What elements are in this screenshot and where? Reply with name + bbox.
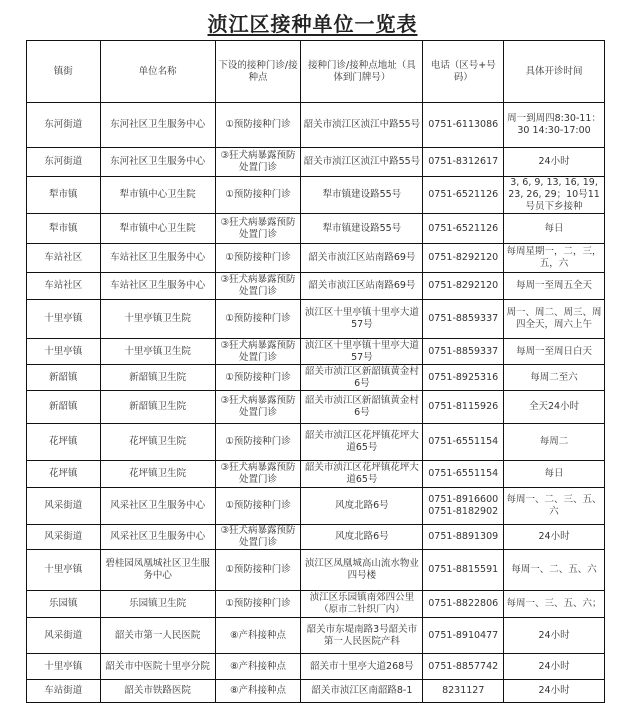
cell-phone-line: 0751-8182902 [428, 506, 499, 517]
cell-clinic: ③狂犬病暴露预防处置门诊 [215, 148, 301, 177]
cell-town: 风采街道 [27, 488, 101, 525]
vaccination-units-table [26, 40, 605, 703]
header-address: 接种门诊/接种点地址（具体到门牌号） [301, 41, 423, 103]
cell-town: 乐园镇 [27, 591, 101, 618]
cell-clinic: ①预防接种门诊 [215, 591, 301, 618]
cell-unit: 花坪镇卫生院 [100, 424, 215, 461]
cell-hours: 每日 [504, 214, 605, 244]
page-title [0, 8, 625, 37]
cell-phone: 0751-8815591 [423, 550, 504, 591]
cell-town: 东河街道 [27, 103, 101, 148]
cell-address: 韶关市浈江区南韶路8-1 [301, 680, 423, 703]
table-row [27, 244, 605, 273]
cell-phone: 0751-8925316 [423, 365, 504, 391]
cell-hours: 3, 6, 9, 13, 16, 19, 23, 26, 29；10号11号员下乡接种 [504, 177, 605, 214]
cell-phone: 0751-8292120 [423, 244, 504, 273]
cell-town: 花坪镇 [27, 461, 101, 488]
cell-clinic: ③狂犬病暴露预防处置门诊 [215, 339, 301, 365]
cell-phone: 0751-8859337 [423, 300, 504, 339]
cell-phone: 0751-6521126 [423, 177, 504, 214]
cell-address: 韶关市浈江区站南路69号 [301, 244, 423, 273]
cell-phone: 0751-6521126 [423, 214, 504, 244]
table-row [27, 148, 605, 177]
cell-address: 韶关市东堤南路3号韶关市第一人民医院产科 [301, 618, 423, 654]
cell-town: 新韶镇 [27, 365, 101, 391]
cell-phone: 0751-8857742 [423, 654, 504, 680]
table-row [27, 591, 605, 618]
cell-clinic: ③狂犬病暴露预防处置门诊 [215, 273, 301, 300]
cell-address: 韶关市浈江区新韶镇黄金村6号 [301, 391, 423, 424]
cell-hours: 24小时 [504, 680, 605, 703]
cell-town: 车站社区 [27, 273, 101, 300]
cell-town: 犁市镇 [27, 177, 101, 214]
table-header-row [27, 41, 605, 103]
cell-hours: 全天24小时 [504, 391, 605, 424]
cell-address: 犁市镇建设路55号 [301, 177, 423, 214]
table-row [27, 550, 605, 591]
cell-phone: 8231127 [423, 680, 504, 703]
cell-town: 风采街道 [27, 525, 101, 550]
page-title-text: 浈江区接种单位一览表 [207, 12, 418, 36]
cell-hours: 24小时 [504, 654, 605, 680]
cell-phone: 0751-6551154 [423, 424, 504, 461]
cell-unit: 碧桂园凤凰城社区卫生服务中心 [100, 550, 215, 591]
cell-hours: 每周一、三、五、六； [504, 591, 605, 618]
cell-clinic: ⑧产科接种点 [215, 680, 301, 703]
cell-unit: 车站社区卫生服务中心 [100, 273, 215, 300]
cell-unit: 十里亭镇卫生院 [100, 300, 215, 339]
cell-unit: 犁市镇中心卫生院 [100, 214, 215, 244]
cell-unit: 乐园镇卫生院 [100, 591, 215, 618]
cell-town: 东河街道 [27, 148, 101, 177]
cell-hours: 24小时 [504, 525, 605, 550]
cell-clinic: ①预防接种门诊 [215, 365, 301, 391]
cell-phone: 0751-6113086 [423, 103, 504, 148]
cell-address: 浈江区凤凰城高山流水物业四号楼 [301, 550, 423, 591]
cell-unit: 犁市镇中心卫生院 [100, 177, 215, 214]
cell-town: 十里亭镇 [27, 339, 101, 365]
table-row [27, 680, 605, 703]
cell-town: 花坪镇 [27, 424, 101, 461]
cell-phone: 0751-8910477 [423, 618, 504, 654]
table-row [27, 273, 605, 300]
cell-clinic: ①预防接种门诊 [215, 550, 301, 591]
cell-unit: 韶关市第一人民医院 [100, 618, 215, 654]
cell-hours: 周一到周四8:30-11：30 14:30-17:00 [504, 103, 605, 148]
cell-address: 韶关市浈江区花坪镇花坪大道65号 [301, 424, 423, 461]
cell-hours: 每周星期一，二，三，五，六 [504, 244, 605, 273]
table-row [27, 461, 605, 488]
cell-town: 车站街道 [27, 680, 101, 703]
cell-unit: 风采社区卫生服务中心 [100, 525, 215, 550]
cell-address: 浈江区十里亭镇十里亭大道57号 [301, 339, 423, 365]
cell-unit: 新韶镇卫生院 [100, 391, 215, 424]
cell-phone-line: 0751-8916600 [428, 494, 499, 505]
cell-hours: 每周一至周日白天 [504, 339, 605, 365]
cell-hours: 每周一、二、三、五、六 [504, 488, 605, 525]
cell-phone: 0751-8115926 [423, 391, 504, 424]
cell-address: 浈江区乐园镇南郊四公里（原市二针织厂内） [301, 591, 423, 618]
table-row [27, 300, 605, 339]
cell-hours: 每周一至周五全天 [504, 273, 605, 300]
cell-address: 韶关市浈江区新韶镇黄金村6号 [301, 365, 423, 391]
table-row [27, 214, 605, 244]
table-row [27, 424, 605, 461]
cell-clinic: ③狂犬病暴露预防处置门诊 [215, 525, 301, 550]
cell-unit: 十里亭镇卫生院 [100, 339, 215, 365]
cell-clinic: ①预防接种门诊 [215, 103, 301, 148]
cell-hours: 周一、周二、周三、周四全天，周六上午 [504, 300, 605, 339]
cell-hours: 每周一、二、五、六 [504, 550, 605, 591]
cell-hours: 24小时 [504, 148, 605, 177]
cell-address: 韶关市浈江区花坪镇花坪大道65号 [301, 461, 423, 488]
cell-address: 韶关市浈江区浈江中路55号 [301, 148, 423, 177]
table-row [27, 391, 605, 424]
cell-clinic: ①预防接种门诊 [215, 177, 301, 214]
cell-unit: 车站社区卫生服务中心 [100, 244, 215, 273]
table-row [27, 654, 605, 680]
cell-town: 新韶镇 [27, 391, 101, 424]
cell-town: 十里亭镇 [27, 654, 101, 680]
cell-phone: 0751-8312617 [423, 148, 504, 177]
header-phone: 电话（区号+号码） [423, 41, 504, 103]
table-row [27, 488, 605, 525]
table-row [27, 365, 605, 391]
cell-clinic: ③狂犬病暴露预防处置门诊 [215, 214, 301, 244]
cell-hours: 每日 [504, 461, 605, 488]
cell-town: 犁市镇 [27, 214, 101, 244]
table-row [27, 525, 605, 550]
cell-address: 韶关市浈江区站南路69号 [301, 273, 423, 300]
cell-address: 风度北路6号 [301, 488, 423, 525]
cell-hours: 每周二 [504, 424, 605, 461]
cell-phone: 0751-6551154 [423, 461, 504, 488]
cell-unit: 花坪镇卫生院 [100, 461, 215, 488]
cell-unit: 东河社区卫生服务中心 [100, 103, 215, 148]
cell-town: 车站社区 [27, 244, 101, 273]
cell-address: 韶关市浈江区浈江中路55号 [301, 103, 423, 148]
cell-phone: 0751-8822806 [423, 591, 504, 618]
table-row [27, 103, 605, 148]
cell-phone: 0751-8292120 [423, 273, 504, 300]
cell-town: 十里亭镇 [27, 300, 101, 339]
cell-clinic: ①预防接种门诊 [215, 488, 301, 525]
cell-address: 犁市镇建设路55号 [301, 214, 423, 244]
cell-phone: 0751-8891309 [423, 525, 504, 550]
cell-address: 韶关市十里亭大道268号 [301, 654, 423, 680]
cell-clinic: ①预防接种门诊 [215, 244, 301, 273]
cell-hours: 24小时 [504, 618, 605, 654]
cell-unit: 韶关市铁路医院 [100, 680, 215, 703]
table-row [27, 618, 605, 654]
cell-unit: 风采社区卫生服务中心 [100, 488, 215, 525]
cell-phone [423, 488, 504, 525]
cell-phone: 0751-8859337 [423, 339, 504, 365]
table-row [27, 177, 605, 214]
cell-unit: 韶关市中医院十里亭分院 [100, 654, 215, 680]
cell-town: 风采街道 [27, 618, 101, 654]
cell-unit: 新韶镇卫生院 [100, 365, 215, 391]
cell-town: 十里亭镇 [27, 550, 101, 591]
cell-clinic: ③狂犬病暴露预防处置门诊 [215, 461, 301, 488]
cell-clinic: ①预防接种门诊 [215, 424, 301, 461]
cell-clinic: ⑧产科接种点 [215, 618, 301, 654]
cell-unit: 东河社区卫生服务中心 [100, 148, 215, 177]
cell-clinic: ③狂犬病暴露预防处置门诊 [215, 391, 301, 424]
header-hours: 具体开诊时间 [504, 41, 605, 103]
table-row [27, 339, 605, 365]
cell-hours: 每周二至六 [504, 365, 605, 391]
cell-clinic: ⑧产科接种点 [215, 654, 301, 680]
header-clinic: 下设的接种门诊/接种点 [215, 41, 301, 103]
cell-clinic: ①预防接种门诊 [215, 300, 301, 339]
cell-address: 风度北路6号 [301, 525, 423, 550]
cell-address: 浈江区十里亭镇十里亭大道57号 [301, 300, 423, 339]
header-town: 镇街 [27, 41, 101, 103]
header-unit: 单位名称 [100, 41, 215, 103]
